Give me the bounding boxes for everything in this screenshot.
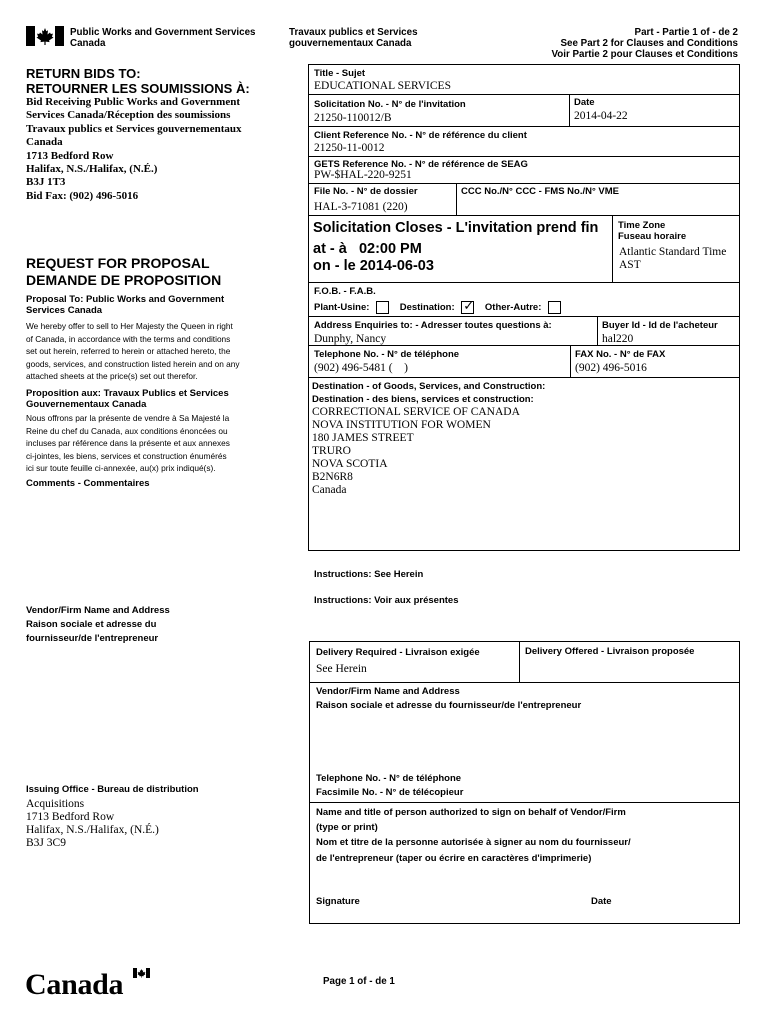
signature-date-label: Date — [591, 896, 612, 907]
destination-label: Destination - of Goods, Services, and Construction: Destination - des biens, services et construction: — [312, 381, 546, 405]
proposition-aux-label: Proposition aux: Travaux Publics et Services Gouvernementaux Canada — [26, 388, 229, 410]
part-info: Part - Partie 1 of - de 2 See Part 2 for Clauses and Conditions Voir Partie 2 pour Clauses et Conditions — [551, 27, 738, 60]
delivery-required-label: Delivery Required - Livraison exigée — [316, 647, 480, 658]
return-bids-address: Bid Receiving Public Works and Government Services Canada/Réception des soumissions Travaux publics et Services gouvernementaux Canada 1713 Bedford Row Halifax, N.S./Halifax, (N.É.) B3J 1T3 Bid Fax: (902) 496-5016 — [26, 96, 242, 202]
fax-value: (902) 496-5016 — [575, 362, 647, 374]
date-label: Date — [574, 97, 595, 108]
comments-label: Comments - Commentaires — [26, 478, 150, 489]
ccc-no-label: CCC No./N° CCC - FMS No./N° VME — [461, 186, 620, 197]
solicitation-closes-label: Solicitation Closes - L'invitation prend fin — [313, 220, 599, 236]
file-no-value: HAL-3-71081 (220) — [314, 201, 408, 213]
vendor-name-address-field[interactable] — [312, 716, 736, 768]
destination-address: CORRECTIONAL SERVICE OF CANADA NOVA INSTITUTION FOR WOMEN 180 JAMES STREET TRURO NOVA SCOTIA B2N6R8 Canada — [312, 406, 520, 496]
authorized-person-label: Name and title of person authorized to sign on behalf of Vendor/Firm (type or print) Nom et titre de la personne autorisée à signer au nom du fournisseur/ de l'entrepreneur (taper ou écrire en caractères d'imprimerie) — [316, 807, 631, 864]
issuing-office-label: Issuing Office - Bureau de distribution — [26, 784, 199, 795]
signature-label: Signature — [316, 896, 360, 907]
date-value: 2014-04-22 — [574, 110, 628, 122]
page-number: Page 1 of - de 1 — [323, 976, 395, 987]
title-label: Title - Sujet — [314, 68, 366, 79]
buyer-id-label: Buyer Id - Id de l'acheteur — [602, 320, 718, 331]
fob-options: Plant-Usine: Destination: ✓ Other-Autre: — [314, 300, 561, 315]
instructions-en: Instructions: See Herein — [314, 569, 424, 580]
fob-label: F.O.B. - F.A.B. — [314, 286, 376, 297]
time-zone-label: Time Zone Fuseau horaire — [618, 220, 687, 242]
other-checkbox[interactable] — [548, 301, 561, 314]
vendor-contact-label: Telephone No. - N° de téléphone Facsimile No. - N° de télécopieur — [316, 773, 464, 798]
wordmark-flag-icon — [133, 968, 150, 978]
vendor-name-address-label: Vendor/Firm Name and Address Raison sociale et adresse du fournisseur/de l'entrepreneur — [316, 686, 582, 711]
instructions-fr: Instructions: Voir aux présentes — [314, 595, 459, 606]
client-ref-label: Client Reference No. - N° de référence du client — [314, 130, 527, 141]
solicitation-value: 21250-110012/B — [314, 112, 392, 124]
fax-label: FAX No. - N° de FAX — [575, 349, 666, 360]
file-no-label: File No. - N° de dossier — [314, 186, 418, 197]
gets-ref-label: GETS Reference No. - N° de référence de SEAG — [314, 159, 528, 170]
delivery-offered-field[interactable] — [522, 658, 736, 680]
proposal-to-text: We hereby offer to sell to Her Majesty the Queen in right of Canada, in accordance with the terms and conditions set out herein, referred to herein or attached hereto, the goods, services, and construction listed herein and on any attached sheets at the price(s) set out therefor. — [26, 321, 240, 382]
delivery-required-value: See Herein — [316, 663, 367, 675]
title-value: EDUCATIONAL SERVICES — [314, 80, 451, 92]
dept-name-en: Public Works and Government Services Canada — [70, 27, 256, 49]
rfp-title: REQUEST FOR PROPOSAL DEMANDE DE PROPOSITION — [26, 255, 222, 288]
client-ref-value: 21250-11-0012 — [314, 142, 385, 154]
buyer-id-value: hal220 — [602, 333, 634, 345]
issuing-office-address: Acquisitions 1713 Bedford Row Halifax, N.S./Halifax, (N.É.) B3J 3C9 — [26, 798, 159, 849]
delivery-offered-label: Delivery Offered - Livraison proposée — [525, 646, 695, 657]
authorized-person-field[interactable] — [312, 866, 736, 892]
gets-ref-value: PW-$HAL-220-9251 — [314, 169, 412, 181]
address-enquiries-value: Dunphy, Nancy — [314, 333, 387, 345]
phone-label: Telephone No. - N° de téléphone — [314, 349, 460, 360]
closing-time: at - à 02:00 PM — [313, 241, 422, 257]
proposition-aux-text: Nous offrons par la présente de vendre à Sa Majesté la Reine du chef du Canada, aux conditions énoncées ou incluses par référence dans la présente et aux annexes ci-jointes, les biens, services et construction énumérés ici sur toute feuille ci-annexée, au(x) prix indiqué(s). — [26, 413, 230, 474]
time-zone-value: Atlantic Standard Time AST — [619, 246, 727, 271]
closing-date: on - le 2014-06-03 — [313, 258, 434, 274]
return-bids-title: RETURN BIDS TO: RETOURNER LES SOUMISSIONS À: — [26, 66, 250, 96]
vendor-firm-label: Vendor/Firm Name and Address Raison sociale et adresse du fournisseur/de l'entrepreneur — [26, 605, 170, 644]
solicitation-label: Solicitation No. - N° de l'invitation — [314, 99, 466, 110]
plant-checkbox[interactable] — [376, 301, 389, 314]
proposal-to-label: Proposal To: Public Works and Government Services Canada — [26, 294, 225, 316]
check-icon: ✓ — [463, 298, 475, 314]
dept-name-fr: Travaux publics et Services gouvernementaux Canada — [289, 27, 418, 49]
phone-value: (902) 496-5481 ( ) — [314, 362, 408, 374]
destination-checkbox[interactable] — [461, 298, 475, 314]
address-enquiries-label: Address Enquiries to: - Adresser toutes questions à: — [314, 320, 552, 331]
canada-wordmark-logo: Canada — [25, 966, 129, 1004]
canada-flag-icon — [26, 26, 64, 46]
